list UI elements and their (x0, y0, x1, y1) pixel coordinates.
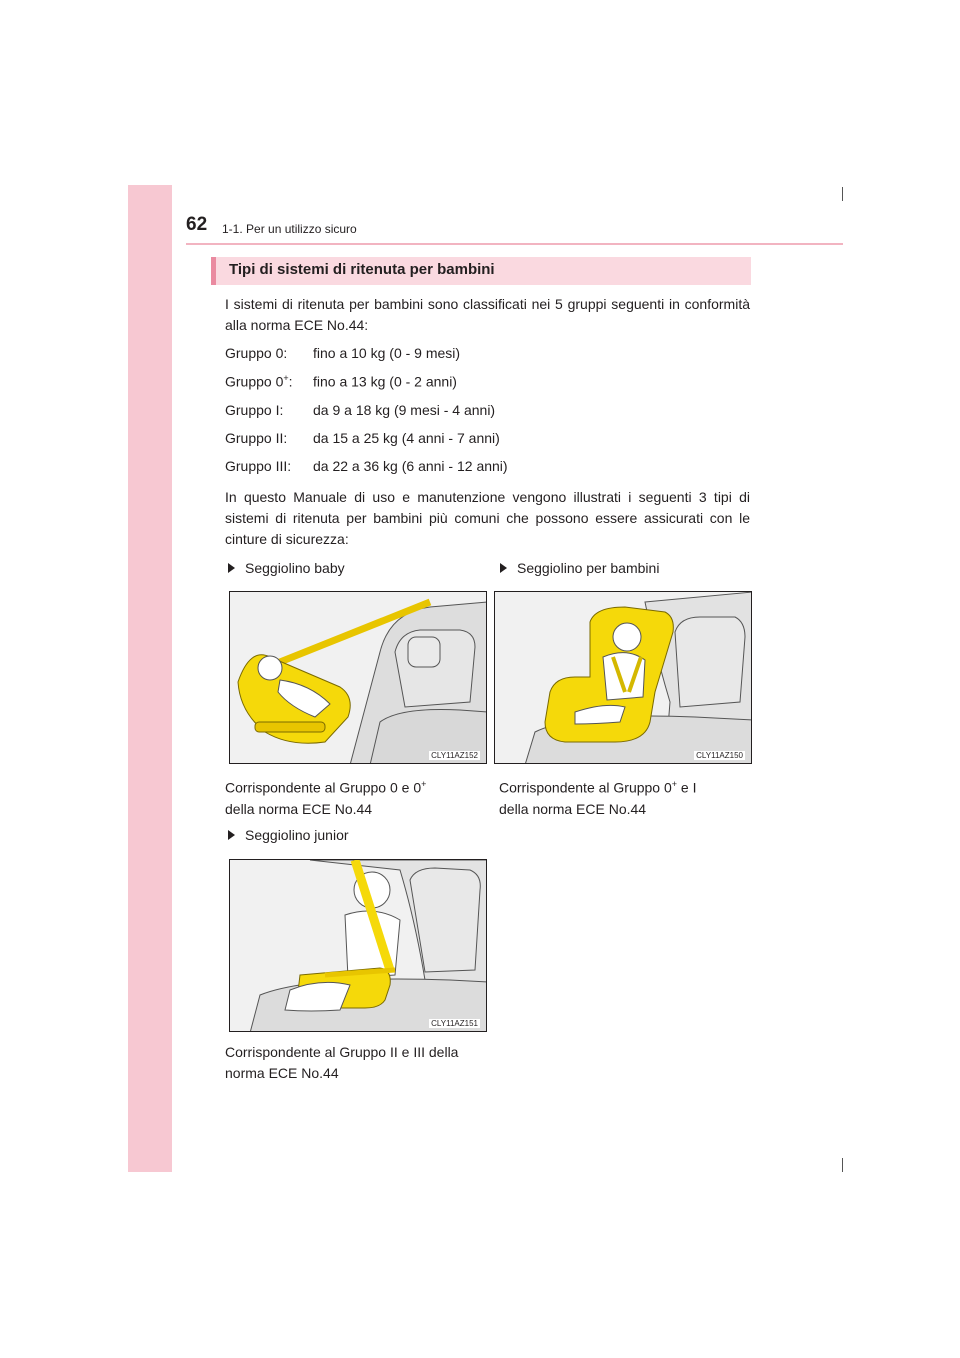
group-desc: da 15 a 25 kg (4 anni - 7 anni) (313, 430, 500, 446)
triangle-bullet-icon (500, 563, 507, 573)
crop-mark-bottom (842, 1158, 843, 1172)
junior-seat-illustration (229, 859, 487, 1032)
page-number: 62 (186, 214, 208, 235)
child-seat-illustration (494, 591, 752, 764)
group-row (225, 373, 457, 390)
intro-paragraph: I sistemi di ritenuta per bambini sono classificati nei 5 gruppi seguenti in conformità alla norma ECE No.44: (225, 296, 750, 333)
group-row (225, 345, 460, 361)
body-paragraph: In questo Manuale di uso e manutenzione vengono illustrati i seguenti 3 tipi di sistemi di ritenuta per bambini più comuni che possono essere assicurati con le cinture di sicurezza: (225, 489, 750, 547)
bullet-item: Seggiolino baby (228, 560, 345, 576)
infant-seat-caption: Corrispondente al Gruppo 0 e 0+ della norma ECE No.44 (225, 779, 427, 817)
junior-seat-caption: Corrispondente al Gruppo II e III della norma ECE No.44 (225, 1044, 459, 1081)
group-label: Gruppo 0+: (225, 373, 293, 390)
bullet-item: Seggiolino junior (228, 827, 349, 843)
group-desc: da 22 a 36 kg (6 anni - 12 anni) (313, 458, 508, 474)
triangle-bullet-icon (228, 563, 235, 573)
figure-code: CLY11AZ152 (431, 751, 478, 760)
figure-code: CLY11AZ151 (431, 1019, 478, 1028)
group-desc: fino a 10 kg (0 - 9 mesi) (313, 345, 461, 361)
infant-seat-illustration (229, 591, 487, 764)
group-label: Gruppo I: (225, 402, 284, 418)
heading-title: Tipi di sistemi di ritenuta per bambini (229, 261, 495, 278)
group-desc: da 9 a 18 kg (9 mesi - 4 anni) (313, 402, 496, 418)
group-row (225, 402, 495, 418)
heading-bar (211, 257, 751, 285)
figure-code: CLY11AZ150 (696, 751, 743, 760)
group-label: Gruppo 0: (225, 345, 288, 361)
group-row (225, 430, 500, 446)
group-label: Gruppo II: (225, 430, 288, 446)
group-label: Gruppo III: (225, 458, 292, 474)
header-divider (186, 243, 843, 245)
bullet-item: Seggiolino per bambini (500, 560, 659, 576)
triangle-bullet-icon (228, 830, 235, 840)
section-title: 1-1. Per un utilizzo sicuro (222, 222, 357, 236)
crop-mark-top (842, 187, 843, 201)
child-seat-caption: Corrispondente al Gruppo 0+ e I della norma ECE No.44 (499, 779, 697, 817)
page-side-tab (128, 185, 172, 1172)
group-desc: fino a 13 kg (0 - 2 anni) (313, 373, 457, 390)
group-row (225, 458, 508, 474)
